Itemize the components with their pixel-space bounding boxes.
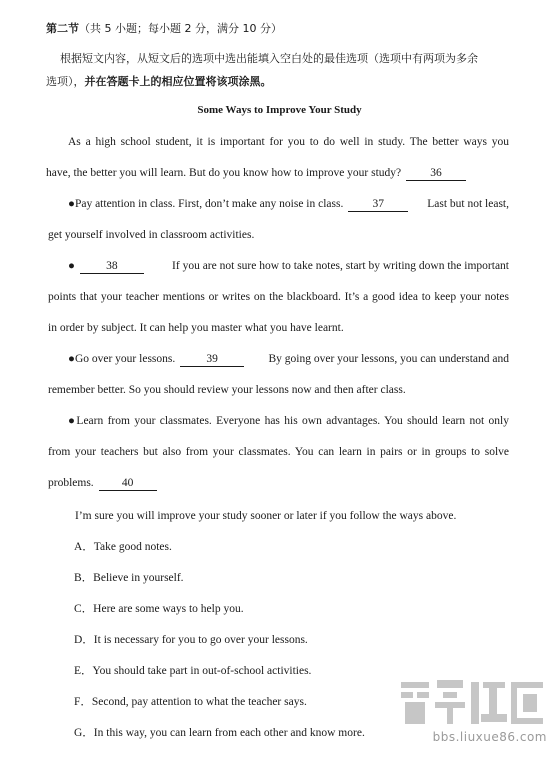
option-f[interactable]: F．Second, pay attention to what the teacher says. xyxy=(74,696,307,708)
option-g[interactable]: G．In this way, you can learn from each other and know more. xyxy=(74,727,365,739)
paragraph-1-text: have, the better you will learn. But do you know how to improve your study? xyxy=(46,167,402,179)
bullet-2-line-2: points that your teacher mentions or writes on the blackboard. It’s a good idea to keep your notes xyxy=(48,291,509,303)
closing-line: I’m sure you will improve your study sooner or later if you follow the ways above. xyxy=(75,510,457,522)
option-a[interactable]: A．Take good notes. xyxy=(74,541,172,553)
blank-37[interactable]: 37 xyxy=(348,198,408,212)
paragraph-1-line-1: As a high school student, it is important for you to do well in study. The better ways you xyxy=(68,136,509,148)
bullet-1-text-a: ●Pay attention in class. First, don’t make any noise in class. xyxy=(68,198,344,210)
bullet-1-line-2: get yourself involved in classroom activities. xyxy=(48,229,255,241)
bullet-4-line-3 xyxy=(48,476,159,491)
bullet-2-marker: ● xyxy=(68,260,75,272)
bullet-1-text-b: Last but not least, xyxy=(427,198,509,210)
bullet-3-text-b: By going over your lessons, you can understand and xyxy=(268,353,509,365)
section-label: 第二节 xyxy=(46,22,79,35)
option-e[interactable]: E．You should take part in out-of-school activities. xyxy=(74,665,312,677)
blank-40[interactable]: 40 xyxy=(99,477,157,491)
bullet-2-line-1 xyxy=(68,259,509,274)
instructions-line-2-start: 选项）， xyxy=(46,75,85,88)
option-c[interactable]: C．Here are some ways to help you. xyxy=(74,603,244,615)
section-header xyxy=(46,22,282,36)
option-d[interactable]: D．It is necessary for you to go over your lessons. xyxy=(74,634,308,646)
bullet-4-line-1: ●Learn from your classmates. Everyone has his own advantages. You should learn not only xyxy=(68,415,509,427)
watermark-logo-graphic xyxy=(397,674,547,730)
section-note: （共 5 小题；每小题 2 分，满分 10 分） xyxy=(79,22,282,35)
instructions-line-2 xyxy=(46,75,272,89)
watermark-logo xyxy=(397,674,547,744)
bullet-3-line-1 xyxy=(68,352,509,367)
option-b[interactable]: B．Believe in yourself. xyxy=(74,572,184,584)
bullet-1-line-1 xyxy=(68,197,509,212)
watermark-url: bbs.liuxue86.com xyxy=(432,730,547,744)
blank-38[interactable]: 38 xyxy=(80,260,144,274)
bullet-3-line-2: remember better. So you should review your lessons now and then after class. xyxy=(48,384,406,396)
paragraph-1-line-2 xyxy=(46,166,468,181)
instructions-bold: 并在答题卡上的相应位置将该项涂黑。 xyxy=(84,75,272,88)
bullet-3-text-a: ●Go over your lessons. xyxy=(68,353,176,365)
blank-36[interactable]: 36 xyxy=(406,167,466,181)
passage-title: Some Ways to Improve Your Study xyxy=(197,104,362,116)
bullet-4-line-2: from your teachers but also from your classmates. You can learn in pairs or in groups to solve xyxy=(48,446,509,458)
bullet-2-line-3: in order by subject. It can help you master what you have learnt. xyxy=(48,322,344,334)
blank-39[interactable]: 39 xyxy=(180,353,244,367)
instructions-line-1: 根据短文内容，从短文后的选项中选出能填入空白处的最佳选项（选项中有两项为多余 xyxy=(60,52,478,65)
bullet-2-text: If you are not sure how to take notes, start by writing down the important xyxy=(172,260,509,272)
bullet-4-text: problems. xyxy=(48,477,94,489)
